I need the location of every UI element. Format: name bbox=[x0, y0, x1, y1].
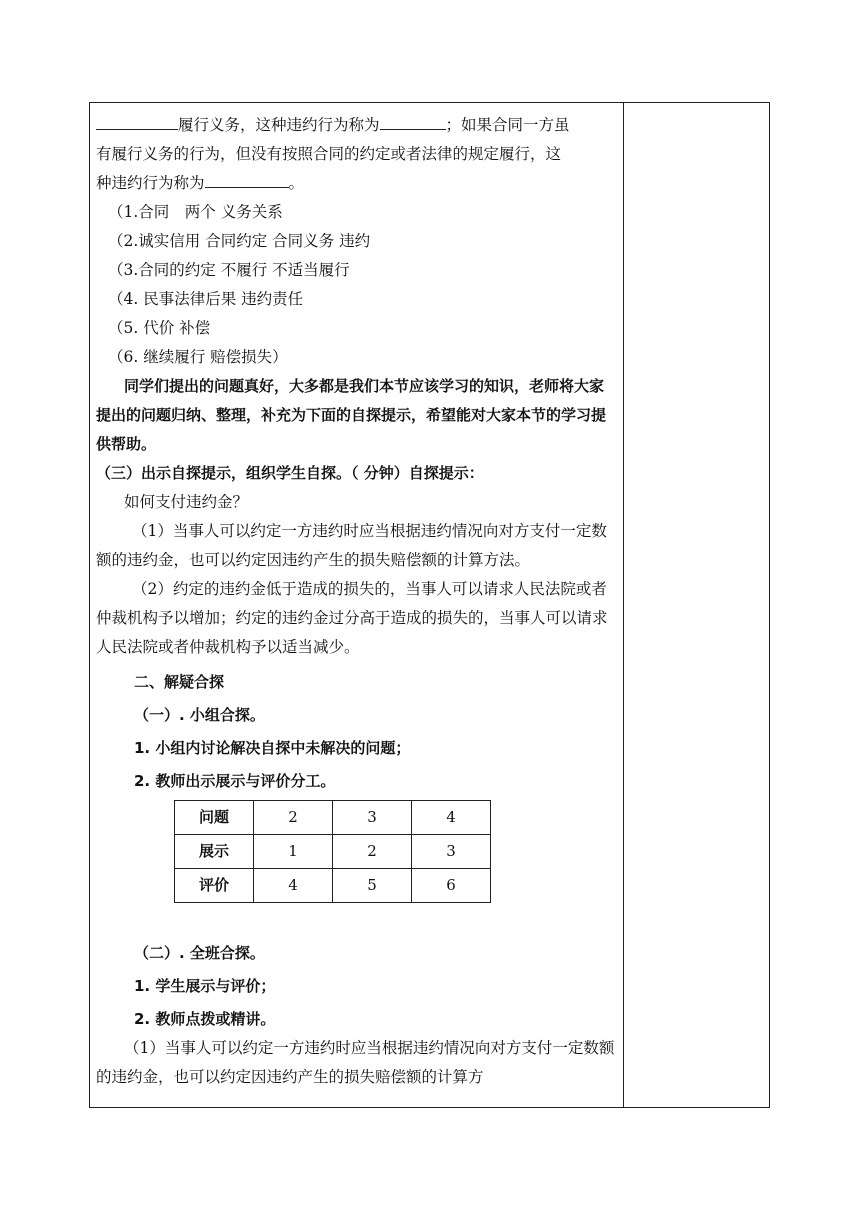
class-item-2: 2. 教师点拨或精讲。 bbox=[134, 1010, 276, 1028]
answer-line: （1.合同 两个 义务关系 bbox=[108, 203, 283, 221]
group-item-1: 1. 小组内讨论解决自探中未解决的问题； bbox=[134, 739, 411, 757]
fill-blank-line-1 bbox=[96, 111, 615, 140]
main-column bbox=[90, 111, 621, 1092]
table-row bbox=[175, 801, 491, 835]
question-line: 如何支付违约金？ bbox=[124, 493, 249, 511]
table-cell: 2 bbox=[333, 835, 412, 869]
answer-line: （6. 继续履行 赔偿损失） bbox=[108, 348, 288, 366]
table-cell: 6 bbox=[412, 869, 491, 903]
document-frame bbox=[89, 102, 770, 1108]
spacer bbox=[96, 903, 615, 939]
group-item-2: 2. 教师出示展示与评价分工。 bbox=[134, 772, 336, 790]
answer-line: （5. 代价 补偿 bbox=[108, 319, 211, 337]
group-heading: （一）. 小组合探。 bbox=[134, 706, 265, 724]
table-cell: 4 bbox=[254, 869, 333, 903]
answer-blank bbox=[205, 171, 289, 188]
answer-line: （3.合同的约定 不履行 不适当履行 bbox=[108, 261, 350, 279]
text-segment: 种违约行为称为 bbox=[96, 174, 205, 192]
row-header: 展示 bbox=[175, 835, 254, 869]
table-row bbox=[175, 835, 491, 869]
teacher-note: 同学们提出的问题真好，大多都是我们本节应该学习的知识，老师将大家提出的问题归纳、整理，补充为下面的自探提示，希望能对大家本节的学习提供帮助。 bbox=[96, 377, 607, 453]
hint-point-2: （2）约定的违约金低于造成的损失的，当事人可以请求人民法院或者仲裁机构予以增加；约定的违约金过分高于造成的损失的，当事人可以请求人民法院或者仲裁机构予以适当减少。 bbox=[96, 580, 608, 656]
section-3-heading: （三）出示自探提示，组织学生自探。（ 分钟）自探提示： bbox=[96, 464, 484, 482]
text-segment: 。 bbox=[288, 174, 305, 192]
hint-point-1: （1）当事人可以约定一方违约时应当根据违约情况向对方支付一定数额的违约金，也可以约定因违约产生的损失赔偿额的计算方法。 bbox=[96, 522, 607, 569]
fill-blank-line-3 bbox=[96, 169, 615, 198]
row-header: 评价 bbox=[175, 869, 254, 903]
answer-line: （2.诚实信用 合同约定 合同义务 违约 bbox=[108, 232, 371, 250]
table-cell: 1 bbox=[254, 835, 333, 869]
table-cell: 4 bbox=[412, 801, 491, 835]
answer-line: （4. 民事法律后果 违约责任 bbox=[108, 290, 304, 308]
table-row bbox=[175, 869, 491, 903]
row-header: 问题 bbox=[175, 801, 254, 835]
answer-blank bbox=[96, 113, 178, 130]
text-segment: ；如果合同一方虽 bbox=[445, 116, 570, 134]
final-point: （1）当事人可以约定一方违约时应当根据违约情况向对方支付一定数额的违约金，也可以约定因违约产生的损失赔偿额的计算方 bbox=[96, 1039, 615, 1086]
assignment-table bbox=[174, 800, 491, 903]
table-cell: 3 bbox=[333, 801, 412, 835]
answer-blank bbox=[380, 113, 446, 130]
table-cell: 3 bbox=[412, 835, 491, 869]
table-cell: 2 bbox=[254, 801, 333, 835]
assignment-table-wrap bbox=[174, 800, 615, 903]
text-segment: 履行义务，这种违约行为称为 bbox=[178, 116, 380, 134]
table-cell: 5 bbox=[333, 869, 412, 903]
column-divider bbox=[623, 103, 624, 1107]
class-heading: （二）. 全班合探。 bbox=[134, 944, 265, 962]
part-2-heading: 二、解疑合探 bbox=[134, 673, 225, 691]
fill-blank-line-2: 有履行义务的行为，但没有按照合同的约定或者法律的规定履行，这 bbox=[96, 145, 562, 163]
class-item-1: 1. 学生展示与评价； bbox=[134, 977, 276, 995]
